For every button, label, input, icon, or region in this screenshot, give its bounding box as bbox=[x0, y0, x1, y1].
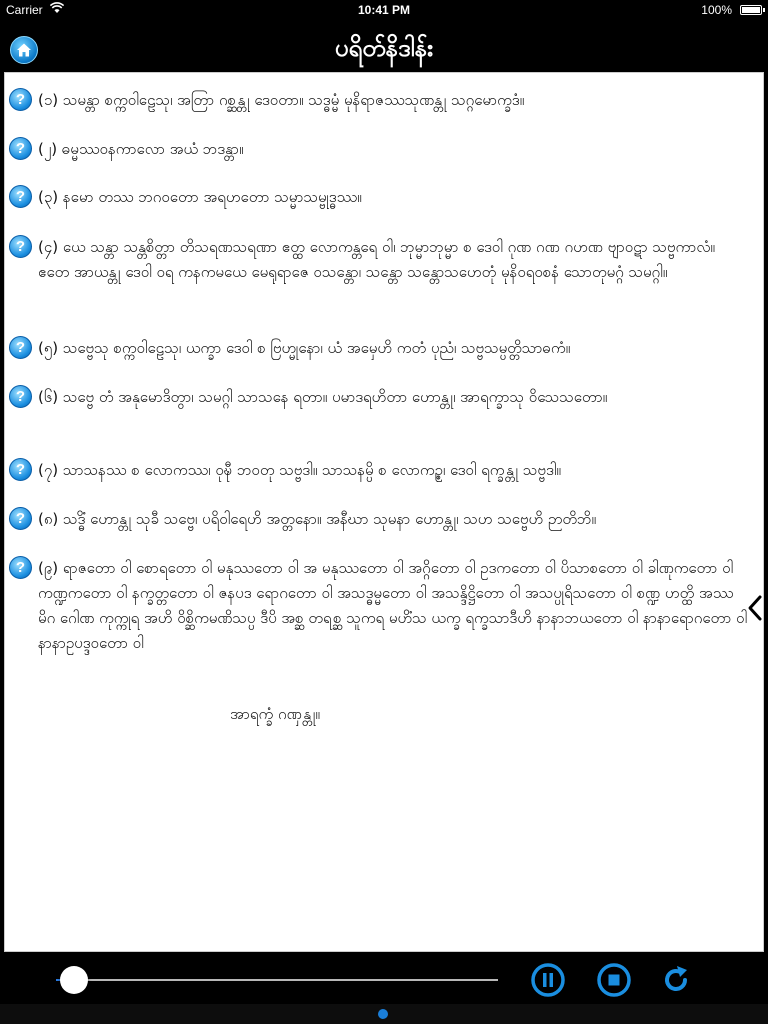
help-icon[interactable]: ? bbox=[9, 185, 32, 208]
battery-icon bbox=[740, 5, 762, 15]
chevron-left-icon[interactable] bbox=[745, 593, 765, 623]
nav-bar bbox=[0, 20, 768, 70]
verse-text: (၃) နမော တဿ ဘဂဝတော အရဟတော သမ္မာသမ္ဗုဒ္ဓဿ။ bbox=[38, 188, 362, 206]
page-title: ပရိတ်နိဒါန်း bbox=[334, 34, 434, 62]
repeat-icon bbox=[658, 962, 694, 998]
pause-icon bbox=[530, 962, 566, 998]
verse-text: (၄) ယေ သန္တာ သန္တစိတ္တာ တိသရဏသရဏာ ဧတ္ထ လောကန္တရေ ဝါ၊ ဘုမ္မာဘုမ္မာ စ ဒေဝါ ဂုဏ ဂဏ ဂဟဏ ဗျာဝဋာ သဗ္ဗကာလံ။ ဧတေ အာယန္တု ဒေဝါ ဝရ ကနကမယေ မေရုရာဇေ ဝသန္တော၊ သန္တော သန္တောသဟေတုံ မုနိဝရဝစနံ သောတုမဂ္ဂံ သမဂ္ဂါ။ bbox=[38, 238, 715, 281]
verse-content[interactable] bbox=[4, 72, 764, 952]
player-bar bbox=[0, 956, 768, 1004]
page-dot[interactable] bbox=[378, 1009, 388, 1019]
progress-slider[interactable] bbox=[56, 979, 498, 981]
verse-item-2 bbox=[9, 137, 750, 162]
closing-text: အာရက္ခံ ဂဏှန္တု။ bbox=[230, 705, 320, 723]
verse-item-9 bbox=[9, 556, 750, 656]
help-icon[interactable]: ? bbox=[9, 336, 32, 359]
help-icon[interactable]: ? bbox=[9, 556, 32, 579]
verse-item-1 bbox=[9, 88, 750, 113]
help-icon[interactable]: ? bbox=[9, 88, 32, 111]
help-icon[interactable]: ? bbox=[9, 137, 32, 160]
verse-item-7 bbox=[9, 458, 750, 483]
stop-button[interactable] bbox=[596, 962, 632, 998]
verse-text: (၁) သမန္တာ စက္ကဝါဠေသု၊ အတြာ ဂစ္ဆန္တု ဒေဝတာ။ သဒ္ဓမ္မံ မုနိရာဇဿသုဏန္တု သဂ္ဂမောက္ခဒံ။ bbox=[38, 91, 525, 109]
verse-text: (၇) သာသနဿ စ လောကဿ၊ ဝုဍ္ဎီ ဘဝတု သဗ္ဗဒါ။ သာသနမ္ပိ စ လောကဉ္စ၊ ဒေဝါ ရက္ခန္တု သဗ္ဗဒါ။ bbox=[38, 461, 561, 479]
help-icon[interactable]: ? bbox=[9, 507, 32, 530]
help-icon[interactable]: ? bbox=[9, 385, 32, 408]
verse-text: (၂) ဓမ္မဿဝနကာလော အယံ ဘဒန္တာ။ bbox=[38, 140, 244, 158]
verse-text: (၈) သဒ္ဓိံ ဟောန္တု သုခီ သဗ္ဗေ၊ ပရိဝါရေဟိ အတ္တနော။ အနီဃာ သုမနာ ဟောန္တု၊ သဟ သဗ္ဗေဟိ ဉာတိဘိ။ bbox=[38, 510, 597, 528]
verse-text: (၉) ရာဇတော ဝါ စောရတော ဝါ မနုဿတော ဝါ အ မနုဿတော ဝါ အဂ္ဂိတော ဝါ ဥဒကတော ဝါ ပိသာစတော ဝါ ခါဏုကတော ဝါ ကဏ္ဍကတော ဝါ နက္ခတ္တတော ဝါ ဇနပဒ ရောဂတော ဝါ အသဒ္ဓမ္မတော ဝါ အသန္ဒိဋ္ဌိတော ဝါ အသပ္ပုရိသတော ဝါ စဏ္ဍ ဟတ္ထိ အဿ မိဂ ဂေါဏ ကုက္ကုရ အဟိ ဝိစ္ဆိကမဏိသပ္ပ ဒီပိ အစ္ဆ တရစ္ဆ သူကရ မဟိံသ ယက္ခ ရက္ခသာဒီဟိ နာနာဘယတော ဝါ နာနာရောဂတော ဝါ နာနာဥပဒ္ဒဝတော ဝါ bbox=[38, 559, 748, 652]
clock: 10:41 PM bbox=[357, 3, 411, 17]
stop-icon bbox=[596, 962, 632, 998]
repeat-button[interactable] bbox=[658, 962, 694, 998]
verse-item-5 bbox=[9, 336, 750, 361]
slider-thumb[interactable] bbox=[60, 966, 88, 994]
battery-percent: 100% bbox=[701, 3, 732, 17]
pause-button[interactable] bbox=[530, 962, 566, 998]
page-indicator bbox=[0, 1004, 768, 1024]
help-icon[interactable]: ? bbox=[9, 235, 32, 258]
status-bar bbox=[0, 0, 768, 20]
verse-text: (၅) သဗ္ဗေသု စက္ကဝါဠေသု၊ ယက္ခာ ဒေဝါ စ ဗြဟ္မုနော၊ ယံ အမှေဟိ ကတံ ပုညံ၊ သဗ္ဗသမ္ပတ္တိသာဓကံ။ bbox=[38, 339, 571, 357]
verse-item-8 bbox=[9, 507, 750, 532]
verse-text: (၆) သဗ္ဗေ တံ အနုမောဒိတွာ၊ သမဂ္ဂါ သာသနေ ရတာ။ ပမာဒရဟိတာ ဟောန္တု၊ အာရက္ခာသု ဝိသေသတော။ bbox=[38, 388, 608, 406]
carrier-label: Carrier bbox=[6, 3, 43, 17]
verse-item-3 bbox=[9, 185, 750, 210]
verse-item-6 bbox=[9, 385, 750, 410]
help-icon[interactable]: ? bbox=[9, 458, 32, 481]
verse-item-4 bbox=[9, 235, 750, 285]
